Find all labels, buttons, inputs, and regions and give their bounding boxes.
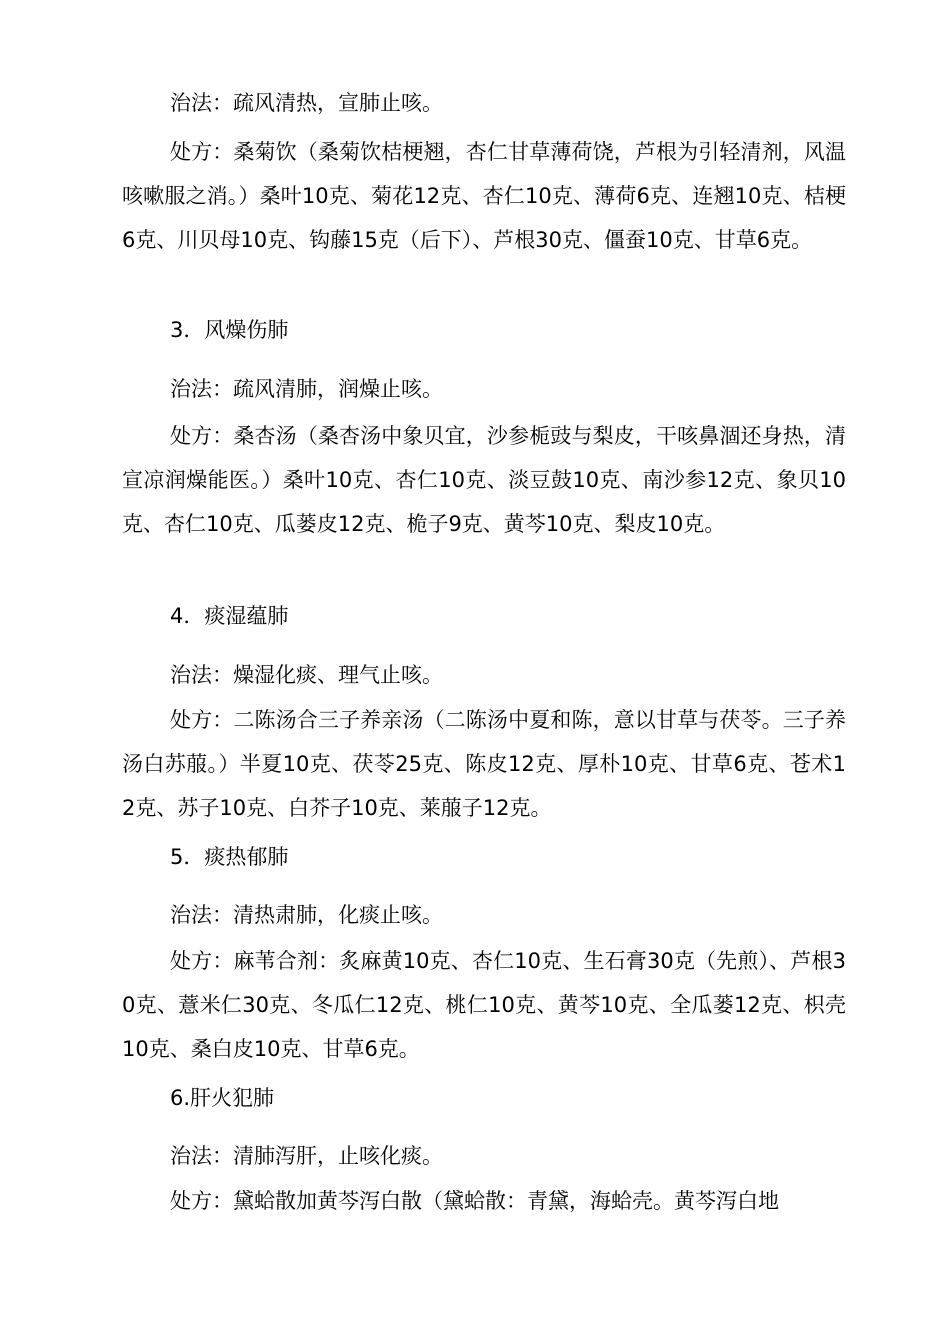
prescription-paragraph: 处方：麻苇合剂：炙麻黄10克、杏仁10克、生石膏30克（先煎）、芦根30克、薏米仁30克、冬瓜仁12克、桃仁10克、黄芩10克、全瓜蒌12克、枳壳10克、桑白皮10克、甘草6克。 — [122, 949, 846, 1061]
section-heading: 4．痰湿蕴肺 — [170, 604, 289, 628]
prescription-paragraph: 处方：二陈汤合三子养亲汤（二陈汤中夏和陈，意以甘草与茯苓。三子养汤白苏菔。）半夏10克、茯苓25克、陈皮12克、厚朴10克、甘草6克、苍术12克、苏子10克、白芥子10克、莱菔子12克。 — [122, 708, 846, 820]
section-heading: 3．风燥伤肺 — [170, 318, 289, 342]
prescription-paragraph: 处方：桑菊饮（桑菊饮桔梗翘，杏仁甘草薄荷饶，芦根为引轻清剂，风温咳嗽服之消。）桑叶10克、菊花12克、杏仁10克、薄荷6克、连翘10克、桔梗6克、川贝母10克、钩藤15克（后下）、芦根30克、僵蚕10克、甘草6克。 — [122, 140, 846, 252]
section-heading: 6.肝火犯肺 — [170, 1086, 275, 1110]
treatment-paragraph: 治法：疏风清肺，润燥止咳。 — [170, 377, 443, 401]
treatment-paragraph: 治法：疏风清热，宣肺止咳。 — [170, 91, 443, 115]
section-heading: 5．痰热郁肺 — [170, 845, 289, 869]
treatment-paragraph: 治法：燥湿化痰、理气止咳。 — [170, 663, 443, 687]
prescription-paragraph: 处方：黛蛤散加黄芩泻白散（黛蛤散：青黛，海蛤壳。黄芩泻白地 — [170, 1189, 779, 1213]
treatment-paragraph: 治法：清肺泻肝，止咳化痰。 — [170, 1144, 443, 1168]
prescription-paragraph: 处方：桑杏汤（桑杏汤中象贝宜，沙参栀豉与梨皮，干咳鼻涸还身热，清宣凉润燥能医。）桑叶10克、杏仁10克、淡豆鼓10克、南沙参12克、象贝10克、杏仁10克、瓜蒌皮12克、桅子9克、黄芩10克、梨皮10克。 — [122, 424, 846, 536]
treatment-paragraph: 治法：清热肃肺，化痰止咳。 — [170, 903, 443, 927]
